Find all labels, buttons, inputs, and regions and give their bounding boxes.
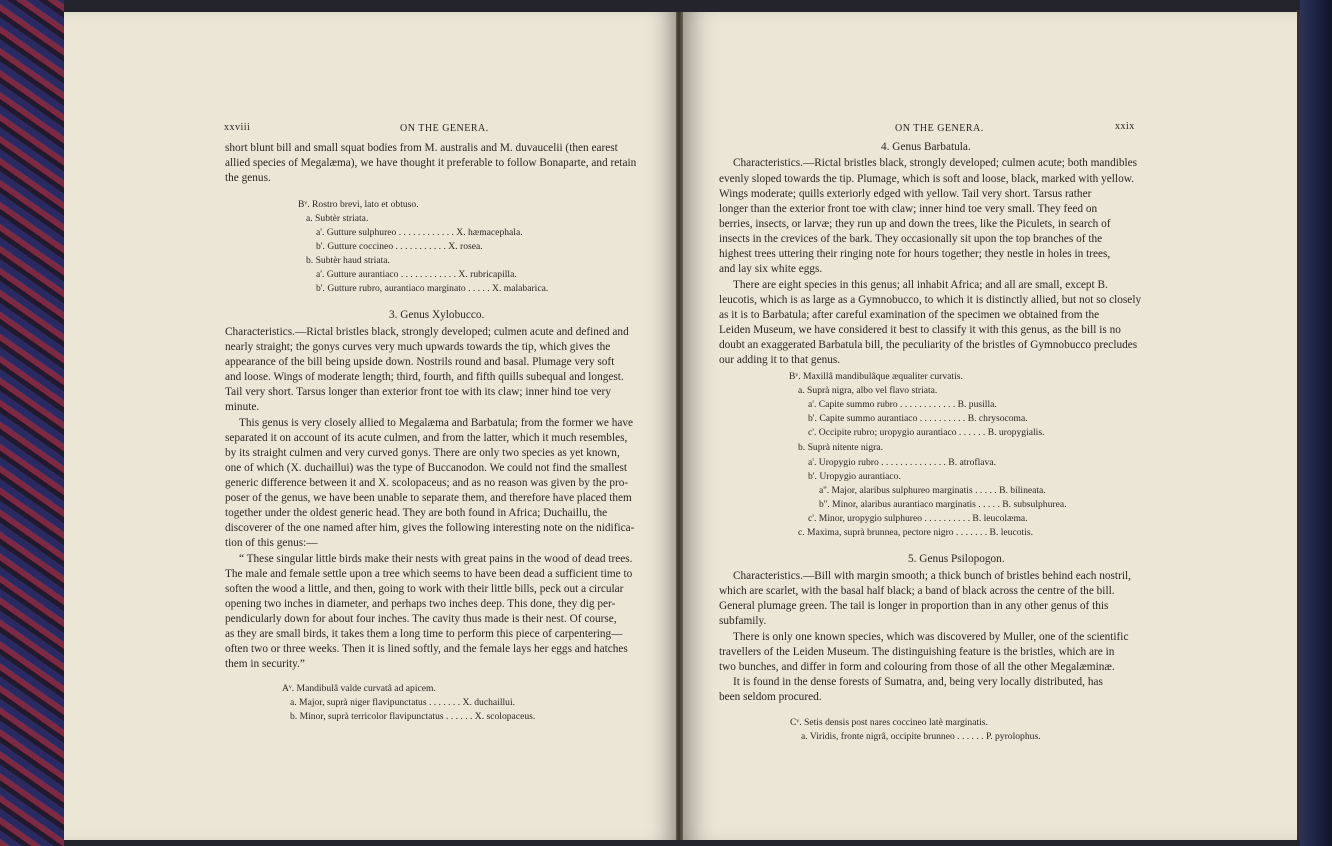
- key-line: c. Maxima, suprà brunnea, pectore nigro . . . . . . . B. leucotis.: [798, 527, 1033, 538]
- text-line: This genus is very closely allied to Megalæma and Barbatula; from the former we have: [239, 417, 634, 429]
- text-line: Tail very short. Tarsus longer than exterior front toe with its claw; inner hind toe very: [225, 386, 611, 398]
- text-line: Characteristics.—Rictal bristles black, strongly developed; culmen acute and defined and: [225, 326, 629, 338]
- key-line: a'. Gutture aurantiaco . . . . . . . . . . . . X. rubricapilla.: [316, 269, 517, 280]
- text-line: Wings moderate; quills exteriorly edged with yellow. Tail very short. Tarsus rather: [719, 188, 1092, 200]
- key-line: c'. Occipite rubro; uropygio aurantiaco . . . . . . B. uropygialis.: [808, 427, 1045, 438]
- key-line: b'. Gutture rubro, aurantiaco marginato . . . . . X. malabarica.: [316, 283, 549, 294]
- text-line: separated it on account of its acute culmen, and from the latter, which it much resembles,: [225, 432, 628, 444]
- text-line: travellers of the Leiden Museum. The distinguishing feature is the bristles, which are in: [719, 646, 1115, 658]
- text-line: There are eight species in this genus; all inhabit Africa; and all are small, except B.: [733, 279, 1108, 291]
- key-line: Cᵛ. Setis densis post nares coccineo latè marginatis.: [790, 717, 988, 728]
- text-line: often two or three weeks. Then it is lined softly, and the female lays her eggs and hatches: [225, 643, 628, 655]
- text-line: Characteristics.—Bill with margin smooth; a thick bunch of bristles behind each nostril,: [733, 570, 1131, 582]
- text-line: Characteristics.—Rictal bristles black, strongly developed; culmen acute; both mandibles: [733, 157, 1138, 169]
- key-line: a. Subtèr striata.: [306, 213, 369, 224]
- right-page-number: xxix: [1115, 121, 1135, 132]
- text-line: “ These singular little birds make their nests with great pains in the wood of dead trees.: [239, 553, 633, 565]
- key-line: Bᵛ. Maxillâ mandibulâque æqualiter curvatis.: [789, 371, 963, 382]
- key-line: a. Viridis, fronte nigrâ, occipite brunneo . . . . . . P. pyrolophus.: [801, 731, 1041, 742]
- text-line: discoverer of the one named after him, gives the following interesting note on the nidifica-: [225, 522, 635, 534]
- text-line: leucotis, which is as large as a Gymnobucco, to which it is distinctly allied, but not so closely: [719, 294, 1142, 306]
- text-line: which are scarlet, with the basal half black; a band of black across the centre of the bill.: [719, 585, 1115, 597]
- text-line: There is only one known species, which was discovered by Muller, one of the scientific: [733, 631, 1129, 643]
- text-line: been seldom procured.: [719, 691, 822, 703]
- book-cover-right: [1300, 0, 1332, 846]
- left-page: [64, 12, 676, 840]
- key-line: a. Suprà nigra, albo vel flavo striata.: [798, 385, 938, 396]
- text-line: It is found in the dense forests of Sumatra, and, being very locally distributed, has: [733, 676, 1103, 688]
- section-title: 3. Genus Xylobucco.: [389, 309, 485, 321]
- text-line: short blunt bill and small squat bodies from M. australis and M. duvaucelii (then earest: [225, 142, 618, 154]
- text-line: them in security.”: [225, 658, 305, 670]
- key-line: b. Suprà nitente nigra.: [798, 442, 883, 453]
- text-line: the genus.: [225, 172, 271, 184]
- text-line: subfamily.: [719, 615, 767, 627]
- text-line: pendicularly down for about four inches. The cavity thus made is their nest. Of course,: [225, 613, 617, 625]
- text-line: poser of the genus, we have been unable to separate them, and therefore have placed them: [225, 492, 632, 504]
- text-line: doubt an exaggerated Barbatula bill, the peculiarity of the bristles of Gymnobucco precludes: [719, 339, 1138, 351]
- text-line: The male and female settle upon a tree which seems to have been dead a sufficient time to: [225, 568, 633, 580]
- text-line: our adding it to that genus.: [719, 354, 841, 366]
- text-line: insects in the crevices of the bark. They occasionally sit upon the top branches of the: [719, 233, 1103, 245]
- key-line: a. Major, suprà niger flavipunctatus . . . . . . . X. duchaillui.: [290, 697, 516, 708]
- key-line: b. Minor, suprà terricolor flavipunctatus . . . . . . X. scolopaceus.: [290, 711, 536, 722]
- text-line: evenly sloped towards the tip. Plumage, which is soft and loose, black, marked with yellow.: [719, 173, 1134, 185]
- text-line: together under the oldest generic head. They are both found in Africa; Duchaillu, the: [225, 507, 608, 519]
- text-line: as they are small birds, it takes them a long time to perform this piece of carpentering—: [225, 628, 623, 640]
- text-line: minute.: [225, 401, 260, 413]
- text-line: allied species of Megalæma), we have thought it preferable to follow Bonaparte, and retain: [225, 157, 637, 169]
- text-line: opening two inches in diameter, and perhaps two inches deep. This done, they dig per-: [225, 598, 616, 610]
- section-title: 5. Genus Psilopogon.: [908, 553, 1005, 565]
- text-line: soften the wood a little, and then, going to work with their little bills, peck out a circular: [225, 583, 624, 595]
- text-line: two bunches, and differ in form and colouring from those of all the other Megalæminæ.: [719, 661, 1115, 673]
- text-line: General plumage green. The tail is longer in proportion than in any other genus of this: [719, 600, 1109, 612]
- key-line: b'. Gutture coccineo . . . . . . . . . . . X. rosea.: [316, 241, 483, 252]
- text-line: by its straight culmen and very curved gonys. There are only two species as yet known,: [225, 447, 620, 459]
- text-line: as it is to Barbatula; after careful examination of the specimen we obtained from the: [719, 309, 1100, 321]
- key-line: a''. Major, alaribus sulphureo marginatis . . . . . B. bilineata.: [819, 485, 1046, 496]
- left-page-number: xxviii: [224, 122, 251, 133]
- key-line: b''. Minor, alaribus aurantiaco marginatis . . . . . B. subsulphurea.: [819, 499, 1067, 510]
- key-line: a'. Uropygio rubro . . . . . . . . . . . . . . B. atroflava.: [808, 457, 996, 468]
- key-line: a'. Gutture sulphureo . . . . . . . . . . . . X. hæmacephala.: [316, 227, 523, 238]
- key-line: b. Subtèr haud striata.: [306, 255, 390, 266]
- text-line: highest trees uttering their ringing note for hours together; they nestle in holes in trees,: [719, 248, 1111, 260]
- text-line: longer than the exterior front toe with claw; inner hind toe very small. They feed on: [719, 203, 1098, 215]
- key-line: a'. Capite summo rubro . . . . . . . . . . . . B. pusilla.: [808, 399, 997, 410]
- text-line: one of which (X. duchaillui) was the type of Buccanodon. We could not find the smallest: [225, 462, 628, 474]
- text-line: Leiden Museum, we have considered it best to classify it with this genus, as the bill is no: [719, 324, 1121, 336]
- text-line: tion of this genus:—: [225, 537, 318, 549]
- key-line: Aᵛ. Mandibulâ valde curvatâ ad apicem.: [282, 683, 436, 694]
- key-line: c'. Minor, uropygio sulphureo . . . . . . . . . . B. leucolæma.: [808, 513, 1028, 524]
- key-line: b'. Capite summo aurantiaco . . . . . . . . . . B. chrysocoma.: [808, 413, 1028, 424]
- key-line: b'. Uropygio aurantiaco.: [808, 471, 901, 482]
- text-line: nearly straight; the gonys curves very much upwards towards the tip, which gives the: [225, 341, 611, 353]
- book-cover-left: [0, 0, 64, 846]
- text-line: berries, insects, or larvæ; they run up and down the trees, like the Piculets, in search of: [719, 218, 1111, 230]
- text-line: generic difference between it and X. scolopaceus; and as no reason was given by the pro-: [225, 477, 629, 489]
- right-running-head: ON THE GENERA.: [895, 123, 984, 134]
- text-line: appearance of the bill being upside down. Nostrils round and basal. Plumage very soft: [225, 356, 615, 368]
- right-page: [683, 12, 1297, 840]
- text-line: and lay six white eggs.: [719, 263, 823, 275]
- key-line: Bᵛ. Rostro brevi, lato et obtuso.: [298, 199, 419, 210]
- text-line: and loose. Wings of moderate length; third, fourth, and fifth quills subequal and longest.: [225, 371, 624, 383]
- section-title: 4. Genus Barbatula.: [881, 141, 971, 153]
- left-running-head: ON THE GENERA.: [400, 123, 489, 134]
